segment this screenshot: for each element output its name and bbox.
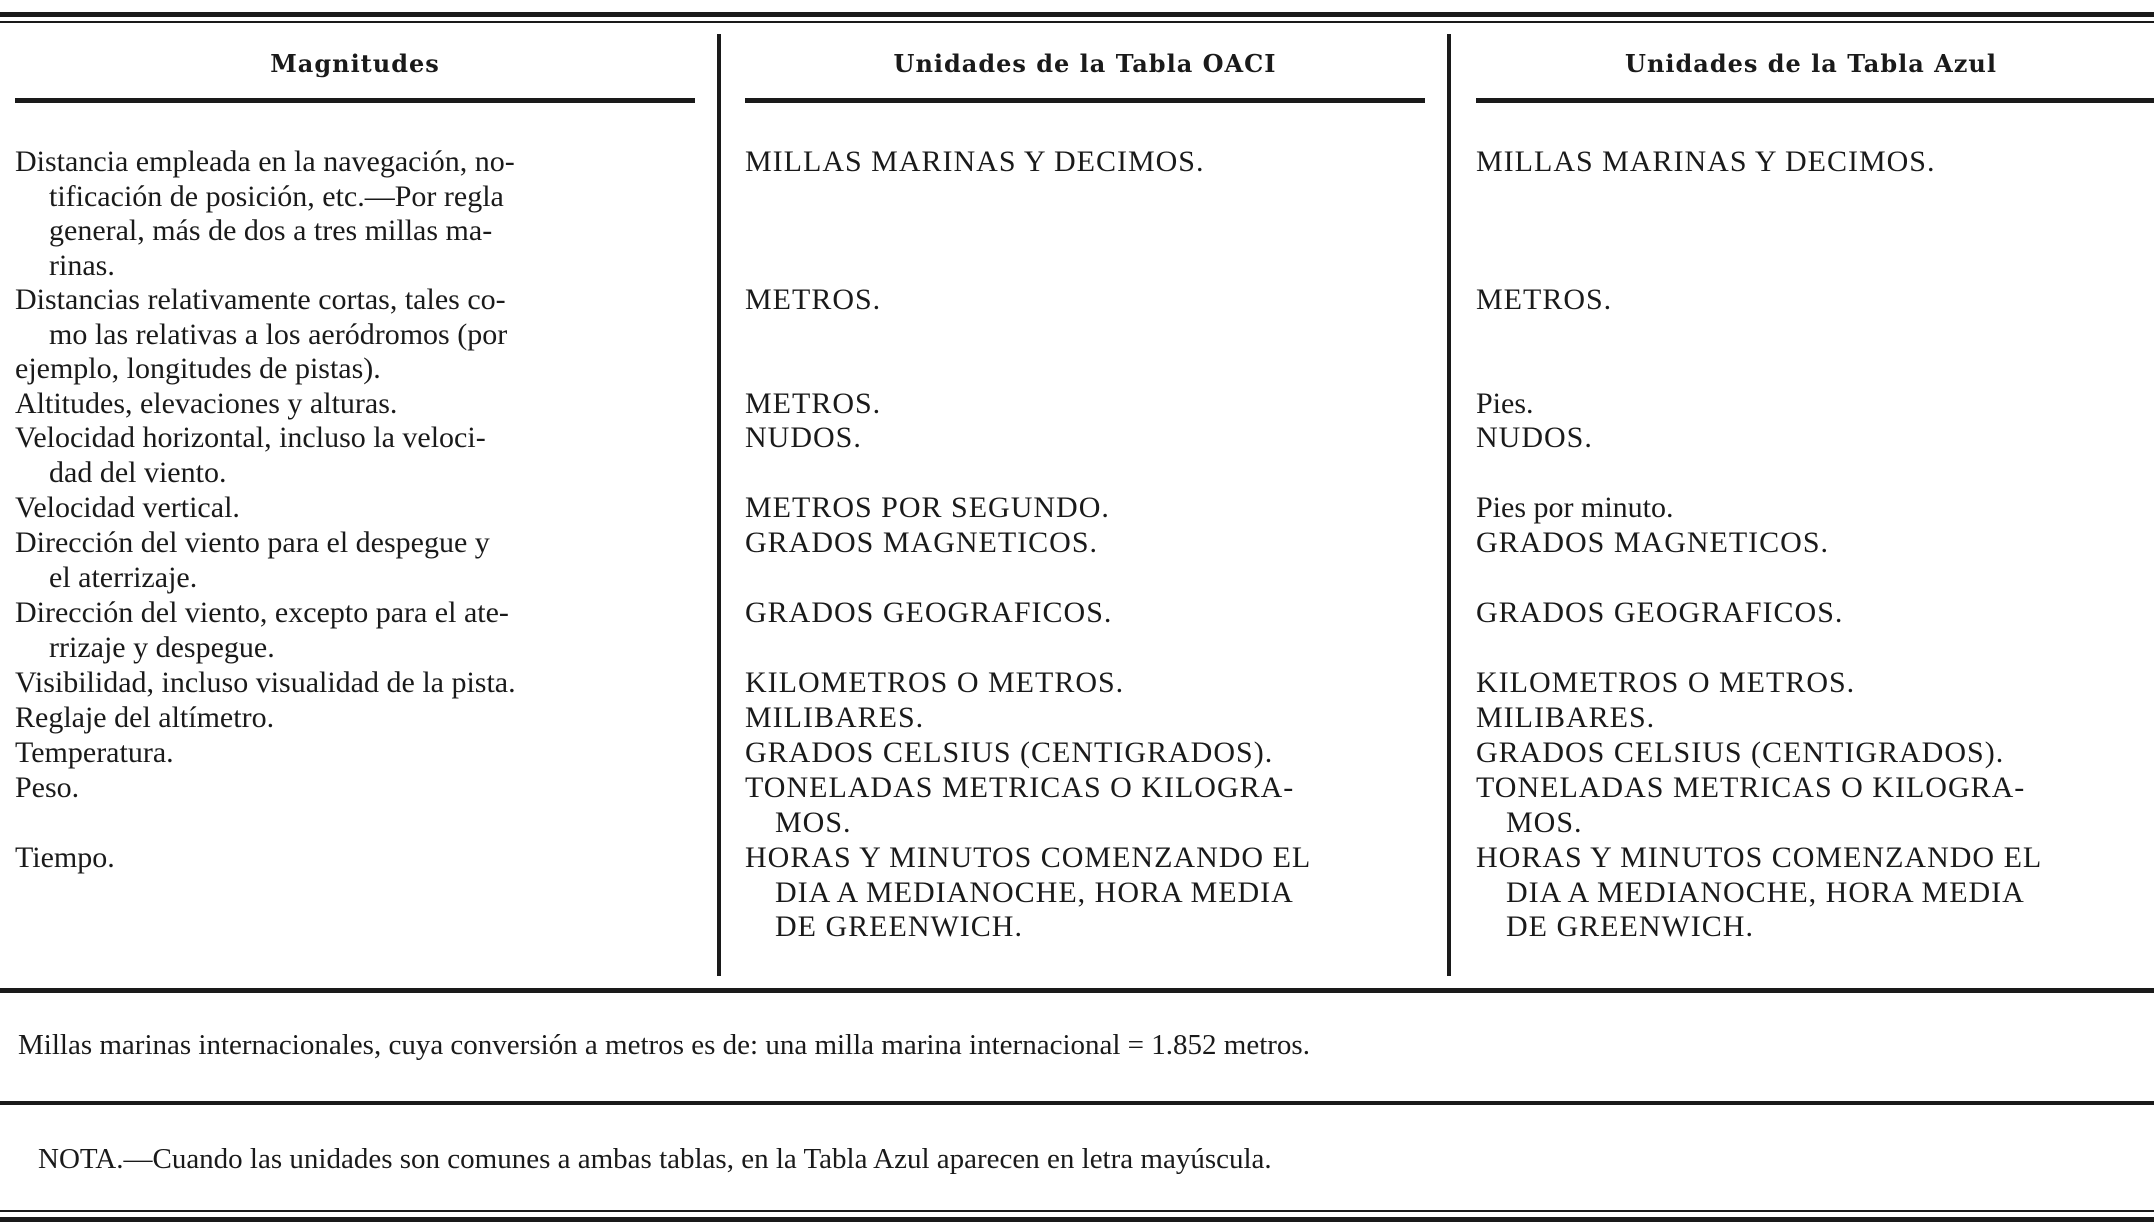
cell-line: dad del viento.: [49, 455, 227, 489]
table-row-12-magnitude: Tiempo.: [15, 841, 115, 874]
cell-line: HORAS Y MINUTOS COMENZANDO EL: [745, 841, 1312, 874]
footnote: Millas marinas internacionales, cuya conversión a metros es de: una milla marina internacional = 1.852 metros.: [18, 1029, 1310, 1061]
bottom-rule-thin: [0, 1210, 2154, 1212]
table-row-12-oaci: [745, 841, 1311, 945]
cell-line: DE GREENWICH.: [775, 910, 1023, 943]
table-row-6-azul: GRADOS MAGNETICOS.: [1476, 526, 1830, 559]
table-row-1-oaci: MILLAS MARINAS Y DECIMOS.: [745, 145, 1205, 178]
table-row-10-magnitude: Temperatura.: [15, 736, 174, 769]
column-separator-2: [1447, 34, 1451, 976]
table-row-10-azul: GRADOS CELSIUS (CENTIGRADOS).: [1476, 736, 2005, 769]
table-row-9-magnitude: Reglaje del altímetro.: [15, 701, 275, 734]
header-azul: Unidades de la Tabla Azul: [1625, 49, 1997, 78]
header-rule-2: [745, 98, 1425, 103]
table-row-3-azul: Pies.: [1476, 387, 1534, 420]
cell-line: HORAS Y MINUTOS COMENZANDO EL: [1476, 841, 2043, 874]
cell-line: DE GREENWICH.: [1506, 910, 1754, 943]
bottom-rule-thick: [0, 1217, 2154, 1222]
header-magnitudes: Magnitudes: [270, 49, 440, 78]
cell-line: DIA A MEDIANOCHE, HORA MEDIA: [1506, 875, 2025, 909]
table-row-4-oaci: NUDOS.: [745, 421, 862, 454]
cell-line: MOS.: [775, 805, 852, 839]
cell-line: general, más de dos a tres millas ma-: [49, 214, 493, 247]
table-row-2-azul: METROS.: [1476, 283, 1613, 316]
cell-line: mo las relativas a los aeródromos (por: [49, 317, 508, 351]
table-row-7-magnitude: [15, 596, 695, 665]
table-row-9-oaci: MILIBARES.: [745, 701, 925, 734]
table-row-4-magnitude: [15, 421, 695, 490]
header-rule-1: [15, 98, 695, 103]
cell-line: DIA A MEDIANOCHE, HORA MEDIA: [775, 875, 1294, 909]
column-separator-1: [717, 34, 721, 976]
cell-line: rinas.: [49, 248, 115, 282]
cell-line: TONELADAS METRICAS O KILOGRA-: [1476, 771, 2026, 804]
table-row-6-oaci: GRADOS MAGNETICOS.: [745, 526, 1099, 559]
table-row-11-oaci: [745, 771, 1294, 840]
header-rule-3: [1476, 98, 2154, 103]
nota: NOTA.—Cuando las unidades son comunes a ambas tablas, en la Tabla Azul aparecen en letra mayúscula.: [38, 1143, 1272, 1175]
cell-line: ejemplo, longitudes de pistas).: [15, 352, 381, 385]
table-bottom-rule: [0, 988, 2154, 993]
table-row-7-azul: GRADOS GEOGRAFICOS.: [1476, 596, 1844, 629]
top-rule-thin: [0, 21, 2154, 23]
table-row-8-magnitude: Visibilidad, incluso visualidad de la pista.: [15, 666, 516, 699]
table-row-5-oaci: METROS POR SEGUNDO.: [745, 491, 1110, 524]
header-oaci: Unidades de la Tabla OACI: [893, 49, 1277, 78]
cell-line: tificación de posición, etc.—Por regla: [49, 179, 504, 213]
footnote-rule: [0, 1101, 2154, 1105]
table-row-6-magnitude: [15, 526, 695, 595]
cell-line: Distancia empleada en la navegación, no-: [15, 145, 515, 178]
cell-line: el aterrizaje.: [49, 560, 198, 594]
cell-line: rrizaje y despegue.: [49, 630, 275, 664]
table-row-2-magnitude: [15, 283, 695, 387]
table-row-4-azul: NUDOS.: [1476, 421, 1593, 454]
table-row-1-magnitude: [15, 145, 695, 283]
table-row-1-azul: MILLAS MARINAS Y DECIMOS.: [1476, 145, 1936, 178]
top-rule-thick: [0, 12, 2154, 17]
cell-line: Velocidad horizontal, incluso la veloci-: [15, 421, 486, 454]
table-row-12-azul: [1476, 841, 2042, 945]
table-row-8-oaci: KILOMETROS O METROS.: [745, 666, 1125, 699]
cell-line: MOS.: [1506, 805, 1583, 839]
table-row-3-magnitude: Altitudes, elevaciones y alturas.: [15, 387, 398, 420]
cell-line: Dirección del viento, excepto para el ate-: [15, 596, 509, 629]
table-row-5-azul: Pies por minuto.: [1476, 491, 1674, 524]
table-row-11-magnitude: Peso.: [15, 771, 80, 804]
cell-line: TONELADAS METRICAS O KILOGRA-: [745, 771, 1295, 804]
table-row-5-magnitude: Velocidad vertical.: [15, 491, 240, 524]
cell-line: Distancias relativamente cortas, tales co-: [15, 283, 506, 316]
table-row-8-azul: KILOMETROS O METROS.: [1476, 666, 1856, 699]
table-row-3-oaci: METROS.: [745, 387, 882, 420]
table-row-2-oaci: METROS.: [745, 283, 882, 316]
table-row-7-oaci: GRADOS GEOGRAFICOS.: [745, 596, 1113, 629]
table-row-10-oaci: GRADOS CELSIUS (CENTIGRADOS).: [745, 736, 1274, 769]
table-row-11-azul: [1476, 771, 2025, 840]
cell-line: Dirección del viento para el despegue y: [15, 526, 490, 559]
table-row-9-azul: MILIBARES.: [1476, 701, 1656, 734]
